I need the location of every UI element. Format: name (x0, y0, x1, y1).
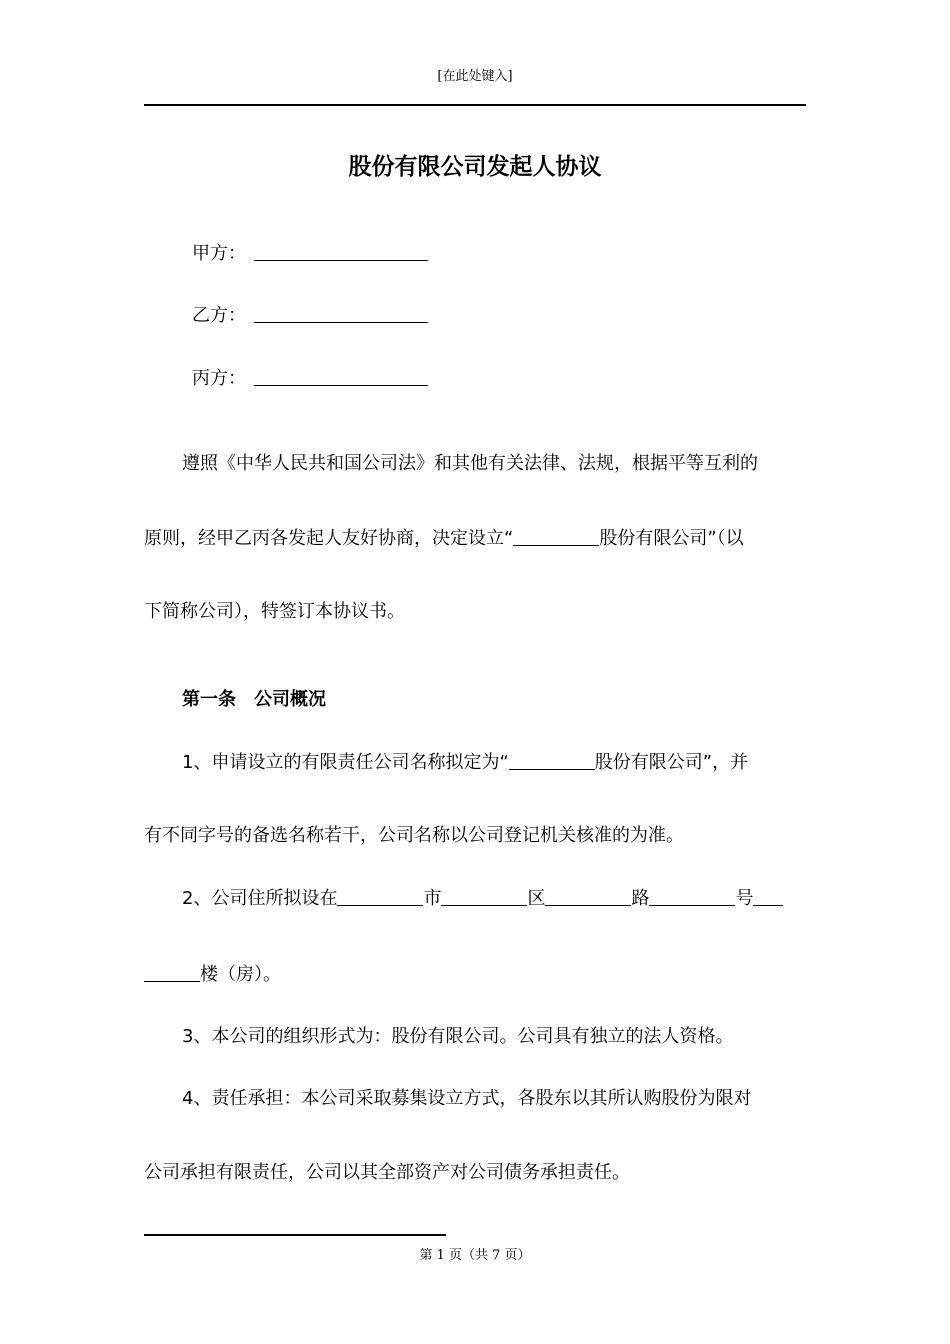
clause-2-line-2 (144, 961, 281, 988)
clause-4-line-1: 4、责任承担：本公司采取募集设立方式，各股东以其所认购股份为限对 (182, 1088, 752, 1109)
clause-1-line-2: 有不同字号的备选名称若干，公司名称以公司登记机关核准的为准。 (144, 825, 684, 846)
party-c-label: 丙方： (192, 368, 246, 389)
district-label: 区 (527, 888, 546, 909)
document-title: 股份有限公司发起人协议 (348, 154, 602, 180)
page-number: 第 1 页（共 7 页） (419, 1248, 531, 1263)
preamble-line-2-end: 股份有限公司”（以 (599, 528, 744, 549)
number-label: 号 (735, 888, 754, 909)
preamble-line-2 (144, 525, 744, 552)
article-1-heading: 第一条 公司概况 (182, 689, 326, 710)
clause-2-start: 2、公司住所拟设在 (182, 888, 338, 909)
clause-1-name-blank (509, 751, 595, 770)
clause-1-line-1 (182, 749, 748, 776)
building-blank-start (753, 887, 783, 906)
company-name-blank (513, 527, 599, 546)
party-a-blank (254, 240, 428, 261)
number-blank (649, 887, 735, 906)
header-divider (144, 104, 806, 106)
city-label: 市 (423, 888, 442, 909)
clause-2-line-1 (182, 885, 783, 912)
road-blank (545, 887, 631, 906)
clause-1-start: 1、申请设立的有限责任公司名称拟定为“ (182, 752, 509, 773)
party-b (192, 300, 428, 329)
preamble-line-1: 遵照《中华人民共和国公司法》和其他有关法律、法规，根据平等互利的 (182, 453, 758, 474)
party-c-blank (254, 365, 428, 386)
district-blank (441, 887, 527, 906)
party-b-blank (254, 302, 428, 323)
footnote-divider (144, 1234, 446, 1236)
road-label: 路 (631, 888, 650, 909)
preamble-line-3: 下简称公司），特签订本协议书。 (144, 601, 405, 622)
clause-2-end: 楼（房）。 (200, 964, 281, 985)
clause-1-end: 股份有限公司”，并 (594, 752, 749, 773)
page-header: [在此处键入] (437, 69, 513, 84)
party-a-label: 甲方： (192, 243, 246, 264)
building-blank-end (144, 963, 200, 982)
city-blank (337, 887, 423, 906)
clause-3: 3、本公司的组织形式为：股份有限公司。公司具有独立的法人资格。 (182, 1026, 734, 1047)
preamble-line-2-start: 原则，经甲乙丙各发起人友好协商，决定设立“ (144, 528, 514, 549)
party-a (192, 238, 428, 267)
clause-4-line-2: 公司承担有限责任，公司以其全部资产对公司债务承担责任。 (144, 1162, 630, 1183)
party-b-label: 乙方： (192, 305, 246, 326)
party-c (192, 363, 428, 392)
